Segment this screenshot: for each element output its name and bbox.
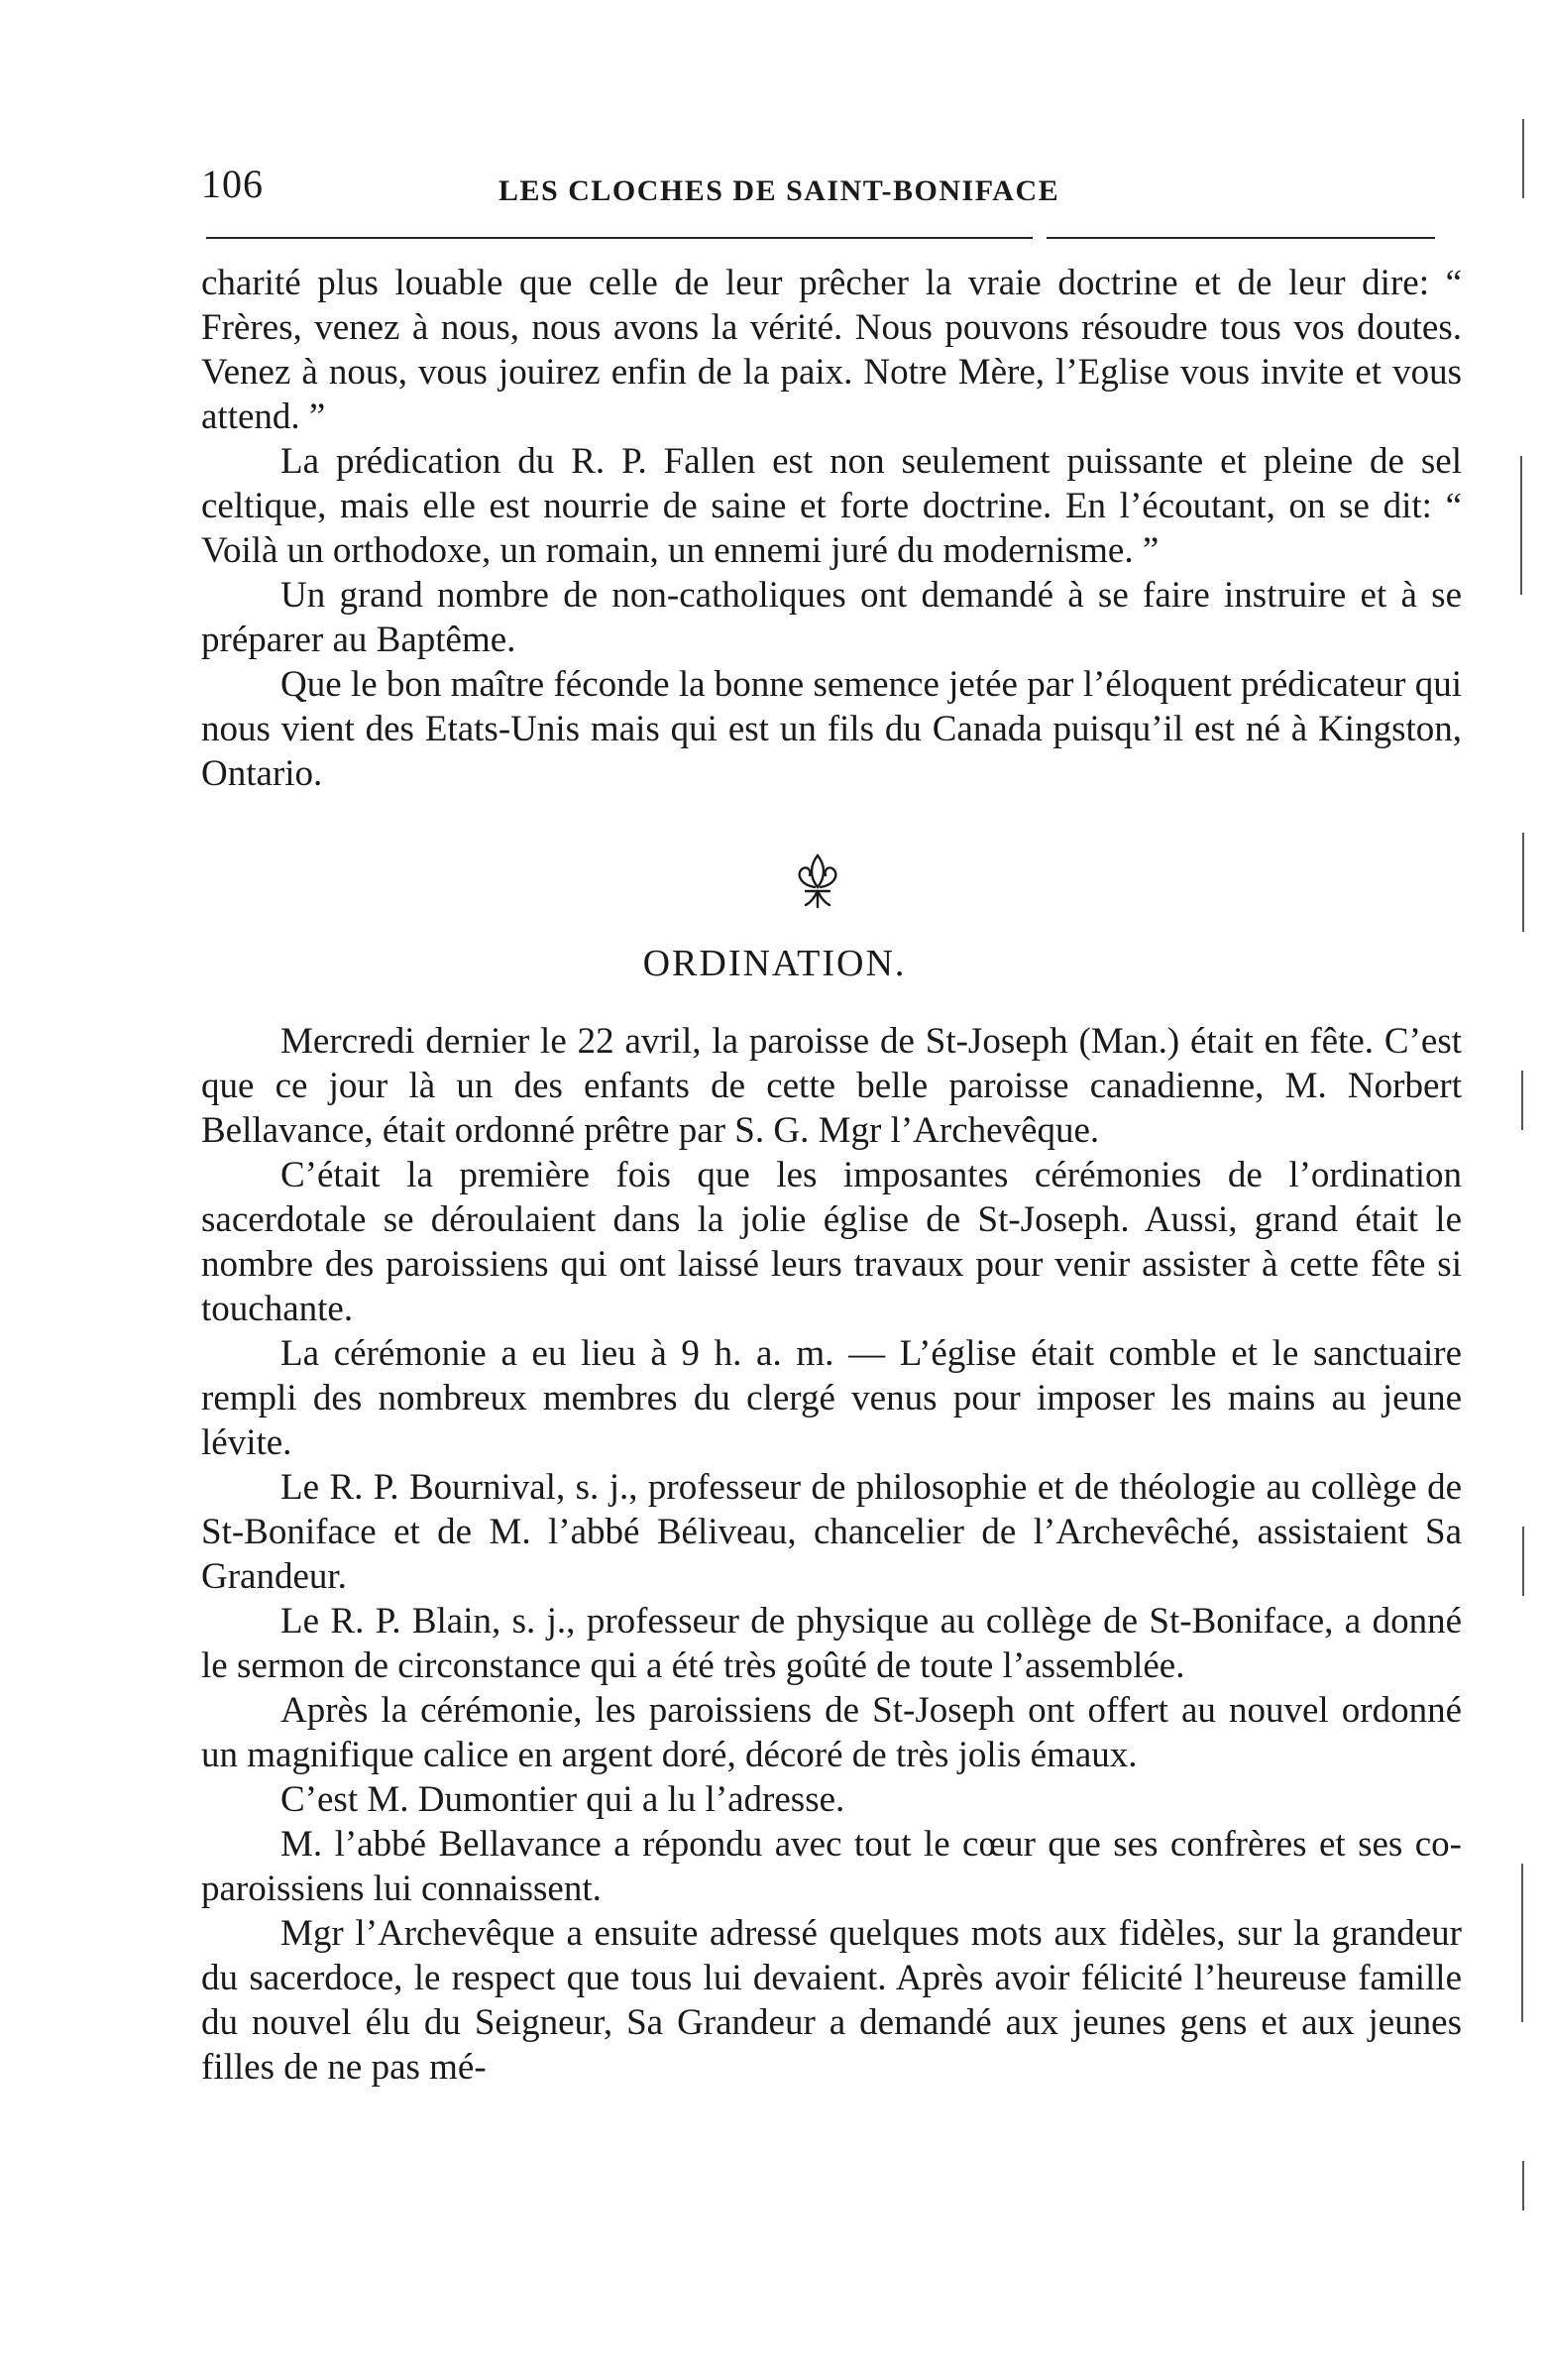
- paragraph: La prédication du R. P. Fallen est non seulement puissante et pleine de sel celtique, mais elle est nourrie de saine et forte doctrine. En l’écoutant, on se dit: “ Voilà un orthodoxe, un romain, un ennemi juré du modernisme. ”: [201, 441, 1462, 571]
- paragraph: C’est M. Dumontier qui a lu l’adresse.: [280, 1779, 845, 1820]
- paragraph: Que le bon maître féconde la bonne semence jetée par l’éloquent prédicateur qui nous vient des Etats-Unis mais qui est un fils du Canada puisqu’il est né à Kingston, Ontario.: [201, 664, 1462, 794]
- paragraph: C’était la première fois que les imposantes cérémonies de l’ordination sacerdotale se déroulaient dans la jolie église de St-Joseph. Aussi, grand était le nombre des paroissiens qui ont laissé leurs travaux pour venir assister à cette fête si touchante.: [201, 1155, 1462, 1329]
- header-rule: [206, 237, 1033, 239]
- running-title: LES CLOCHES DE SAINT-BONIFACE: [498, 174, 1060, 207]
- paragraph: Le R. P. Bournival, s. j., professeur de philosophie et de théologie au collège de St-Boniface et de M. l’abbé Béliveau, chancelier de l’Archevêché, assistaient Sa Grandeur.: [201, 1467, 1462, 1597]
- paragraph: La cérémonie a eu lieu à 9 h. a. m. — L’église était comble et le sanctuaire rempli des nombreux membres du clergé venus pour imposer les mains au jeune lévite.: [201, 1333, 1462, 1463]
- running-head: [201, 157, 1435, 216]
- page-edge-marks: [1516, 79, 1530, 2320]
- paragraph: M. l’abbé Bellavance a répondu avec tout le cœur que ses confrères et ses co-paroissiens lui connaissent.: [201, 1824, 1462, 1909]
- body-text-after: [201, 1019, 1462, 2090]
- paragraph: charité plus louable que celle de leur prêcher la vraie doctrine et de leur dire: “ Frères, venez à nous, nous avons la vérité. Nous pouvons résoudre tous vos doutes. Venez à nous, vous jouirez enfin de la paix. Notre Mère, l’Eglise vous invite et vous attend. ”: [201, 263, 1462, 437]
- body-text-before: [201, 261, 1462, 796]
- header-rule: [1047, 237, 1435, 239]
- fleur-de-lis-ornament: [788, 848, 847, 917]
- paragraph: Mgr l’Archevêque a ensuite adressé quelques mots aux fidèles, sur la grandeur du sacerdoce, le respect que tous lui devaient. Après avoir félicité l’heureuse famille du nouvel élu du Seigneur, Sa Grandeur a demandé aux jeunes gens et aux jeunes filles de ne pas mé-: [201, 1913, 1462, 2088]
- page-number: 106: [201, 162, 264, 206]
- section-title: ORDINATION.: [642, 943, 907, 984]
- paragraph: Un grand nombre de non-catholiques ont demandé à se faire instruire et à se préparer au Baptême.: [201, 575, 1462, 660]
- paragraph: Mercredi dernier le 22 avril, la paroisse de St-Joseph (Man.) était en fête. C’est que ce jour là un des enfants de cette belle paroisse canadienne, M. Norbert Bellavance, était ordonné prêtre par S. G. Mgr l’Archevêque.: [201, 1021, 1462, 1151]
- paragraph: Après la cérémonie, les paroissiens de St-Joseph ont offert au nouvel ordonné un magnifique calice en argent doré, décoré de très jolis émaux.: [201, 1690, 1462, 1775]
- paragraph: Le R. P. Blain, s. j., professeur de physique au collège de St-Boniface, a donné le sermon de circonstance qui a été très goûté de toute l’assemblée.: [201, 1601, 1462, 1686]
